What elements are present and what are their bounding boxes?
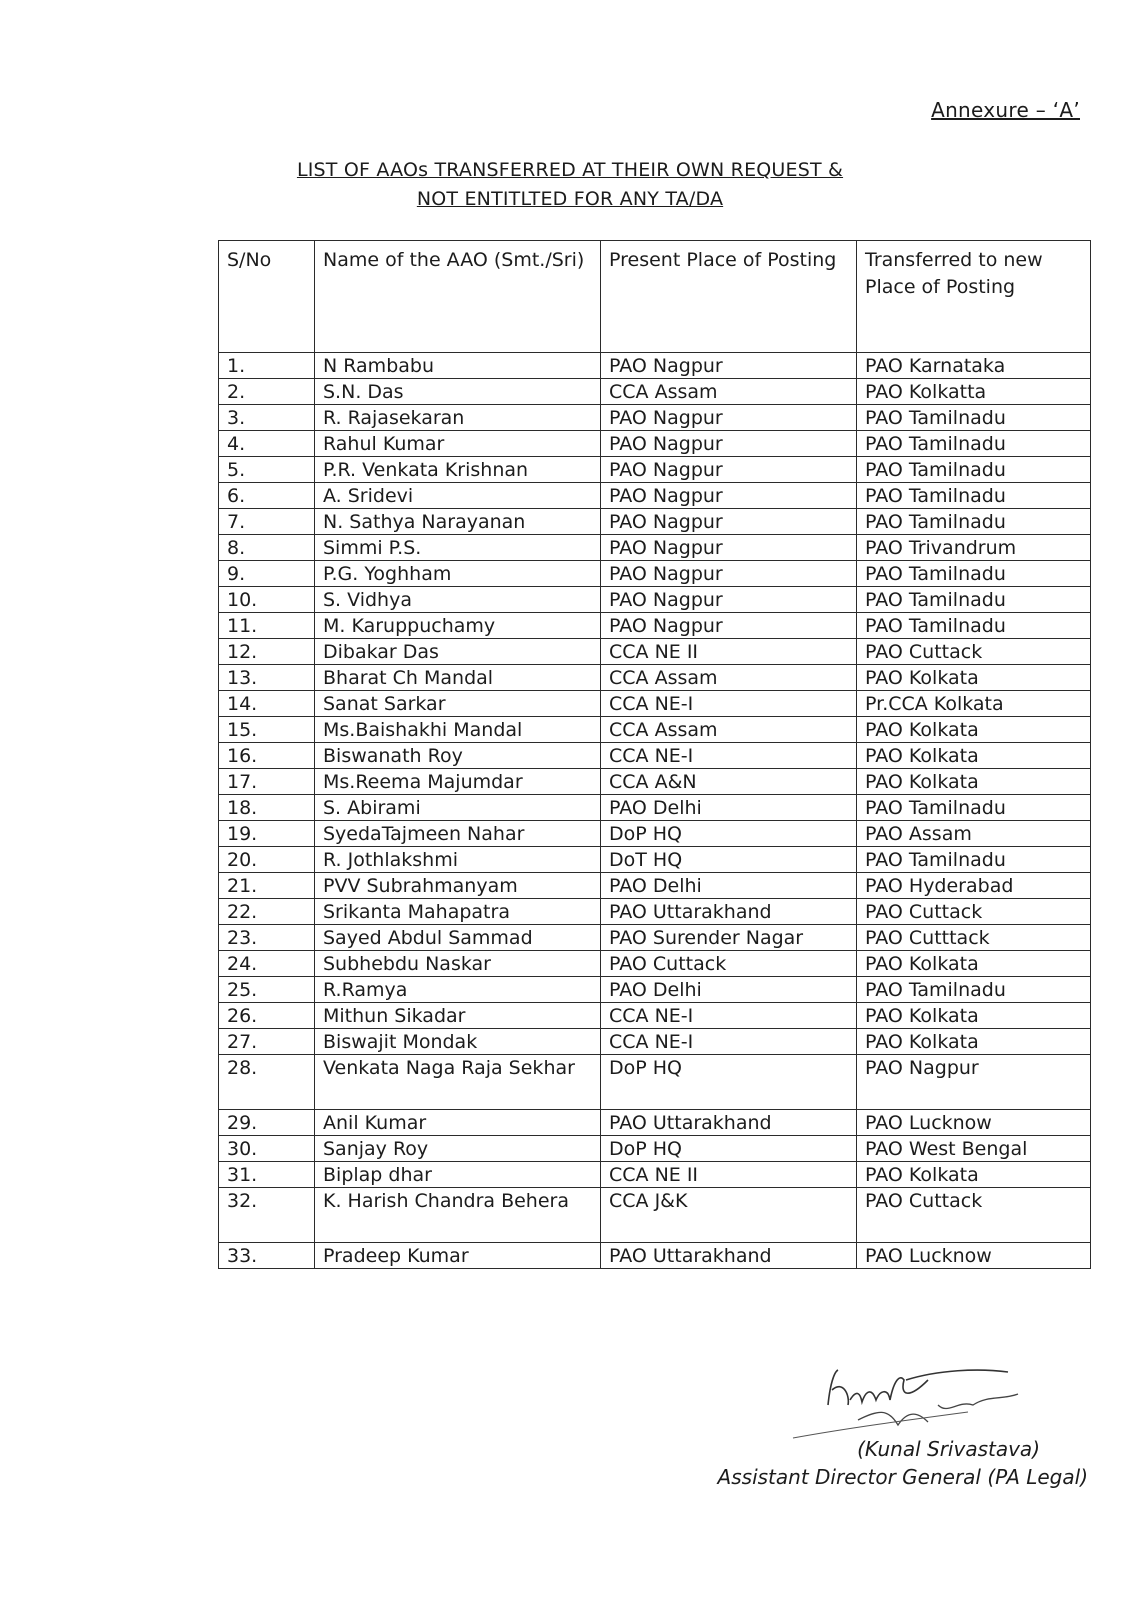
present-posting-cell: PAO Delhi bbox=[601, 977, 857, 1003]
table-row bbox=[219, 795, 1091, 821]
table-row bbox=[219, 431, 1091, 457]
name-cell: R. Rajasekaran bbox=[315, 405, 601, 431]
transferred-posting-cell: PAO West Bengal bbox=[857, 1136, 1091, 1162]
present-posting-cell: PAO Nagpur bbox=[601, 353, 857, 379]
present-posting-cell: PAO Nagpur bbox=[601, 431, 857, 457]
transferred-posting-cell: PAO Kolkata bbox=[857, 951, 1091, 977]
table-row bbox=[219, 405, 1091, 431]
sno-cell: 30. bbox=[219, 1136, 315, 1162]
present-posting-cell: PAO Nagpur bbox=[601, 561, 857, 587]
present-posting-cell: DoP HQ bbox=[601, 1055, 857, 1110]
transferred-posting-cell: Pr.CCA Kolkata bbox=[857, 691, 1091, 717]
present-posting-cell: PAO Delhi bbox=[601, 795, 857, 821]
sno-cell: 31. bbox=[219, 1162, 315, 1188]
name-cell: Anil Kumar bbox=[315, 1110, 601, 1136]
sno-cell: 27. bbox=[219, 1029, 315, 1055]
present-posting-cell: CCA A&N bbox=[601, 769, 857, 795]
transfer-table bbox=[218, 240, 1091, 1269]
sno-cell: 25. bbox=[219, 977, 315, 1003]
present-posting-cell: PAO Uttarakhand bbox=[601, 1243, 857, 1269]
handwritten-signature bbox=[788, 1350, 1028, 1440]
name-cell: N Rambabu bbox=[315, 353, 601, 379]
name-cell: Srikanta Mahapatra bbox=[315, 899, 601, 925]
header-present-posting: Present Place of Posting bbox=[601, 241, 857, 353]
table-row bbox=[219, 1029, 1091, 1055]
sno-cell: 21. bbox=[219, 873, 315, 899]
transferred-posting-cell: PAO Cuttack bbox=[857, 899, 1091, 925]
table-row bbox=[219, 899, 1091, 925]
table-row bbox=[219, 951, 1091, 977]
sno-cell: 4. bbox=[219, 431, 315, 457]
transferred-posting-cell: PAO Tamilnadu bbox=[857, 405, 1091, 431]
header-transferred-to: Transferred to new Place of Posting bbox=[857, 241, 1091, 353]
transferred-posting-cell: PAO Tamilnadu bbox=[857, 431, 1091, 457]
transferred-posting-cell: PAO Kolkata bbox=[857, 1029, 1091, 1055]
table-row bbox=[219, 977, 1091, 1003]
present-posting-cell: CCA NE II bbox=[601, 1162, 857, 1188]
sno-cell: 2. bbox=[219, 379, 315, 405]
sno-cell: 11. bbox=[219, 613, 315, 639]
name-cell: Sanjay Roy bbox=[315, 1136, 601, 1162]
name-cell: P.G. Yoghham bbox=[315, 561, 601, 587]
name-cell: M. Karuppuchamy bbox=[315, 613, 601, 639]
transferred-posting-cell: PAO Hyderabad bbox=[857, 873, 1091, 899]
transferred-posting-cell: PAO Trivandrum bbox=[857, 535, 1091, 561]
present-posting-cell: CCA NE II bbox=[601, 639, 857, 665]
transferred-posting-cell: PAO Tamilnadu bbox=[857, 509, 1091, 535]
table-row bbox=[219, 821, 1091, 847]
transferred-posting-cell: PAO Tamilnadu bbox=[857, 587, 1091, 613]
present-posting-cell: PAO Nagpur bbox=[601, 509, 857, 535]
name-cell: Subhebdu Naskar bbox=[315, 951, 601, 977]
name-cell: S. Abirami bbox=[315, 795, 601, 821]
transferred-posting-cell: PAO Kolkata bbox=[857, 1162, 1091, 1188]
transferred-posting-cell: PAO Cutttack bbox=[857, 925, 1091, 951]
transferred-posting-cell: PAO Tamilnadu bbox=[857, 847, 1091, 873]
present-posting-cell: PAO Uttarakhand bbox=[601, 1110, 857, 1136]
sno-cell: 3. bbox=[219, 405, 315, 431]
table-row bbox=[219, 457, 1091, 483]
table-row bbox=[219, 1243, 1091, 1269]
transferred-posting-cell: PAO Tamilnadu bbox=[857, 457, 1091, 483]
name-cell: Mithun Sikadar bbox=[315, 1003, 601, 1029]
sno-cell: 8. bbox=[219, 535, 315, 561]
transferred-posting-cell: PAO Kolkata bbox=[857, 1003, 1091, 1029]
sno-cell: 1. bbox=[219, 353, 315, 379]
transferred-posting-cell: PAO Kolkata bbox=[857, 743, 1091, 769]
present-posting-cell: DoP HQ bbox=[601, 1136, 857, 1162]
header-sno: S/No bbox=[219, 241, 315, 353]
table-body bbox=[219, 353, 1091, 1269]
name-cell: Sanat Sarkar bbox=[315, 691, 601, 717]
present-posting-cell: PAO Nagpur bbox=[601, 457, 857, 483]
sno-cell: 32. bbox=[219, 1188, 315, 1243]
sno-cell: 33. bbox=[219, 1243, 315, 1269]
table-row bbox=[219, 665, 1091, 691]
transferred-posting-cell: PAO Tamilnadu bbox=[857, 977, 1091, 1003]
name-cell: R. Jothlakshmi bbox=[315, 847, 601, 873]
name-cell: Pradeep Kumar bbox=[315, 1243, 601, 1269]
name-cell: K. Harish Chandra Behera bbox=[315, 1188, 601, 1243]
table-row bbox=[219, 743, 1091, 769]
transferred-posting-cell: PAO Cuttack bbox=[857, 1188, 1091, 1243]
sno-cell: 22. bbox=[219, 899, 315, 925]
name-cell: P.R. Venkata Krishnan bbox=[315, 457, 601, 483]
name-cell: Biswanath Roy bbox=[315, 743, 601, 769]
present-posting-cell: CCA NE-I bbox=[601, 1003, 857, 1029]
table-row bbox=[219, 1110, 1091, 1136]
name-cell: Sayed Abdul Sammad bbox=[315, 925, 601, 951]
table-row bbox=[219, 1188, 1091, 1243]
sno-cell: 26. bbox=[219, 1003, 315, 1029]
sno-cell: 14. bbox=[219, 691, 315, 717]
name-cell: Rahul Kumar bbox=[315, 431, 601, 457]
present-posting-cell: CCA NE-I bbox=[601, 1029, 857, 1055]
signatory-designation: Assistant Director General (PA Legal) bbox=[717, 1465, 1088, 1489]
present-posting-cell: CCA J&K bbox=[601, 1188, 857, 1243]
table-row bbox=[219, 379, 1091, 405]
table-row bbox=[219, 1136, 1091, 1162]
table-row bbox=[219, 1003, 1091, 1029]
sno-cell: 23. bbox=[219, 925, 315, 951]
sno-cell: 28. bbox=[219, 1055, 315, 1110]
table-row bbox=[219, 769, 1091, 795]
sno-cell: 24. bbox=[219, 951, 315, 977]
present-posting-cell: PAO Nagpur bbox=[601, 535, 857, 561]
transferred-posting-cell: PAO Kolkatta bbox=[857, 379, 1091, 405]
table-row bbox=[219, 483, 1091, 509]
transferred-posting-cell: PAO Nagpur bbox=[857, 1055, 1091, 1110]
name-cell: Ms.Reema Majumdar bbox=[315, 769, 601, 795]
present-posting-cell: DoP HQ bbox=[601, 821, 857, 847]
sno-cell: 9. bbox=[219, 561, 315, 587]
present-posting-cell: PAO Surender Nagar bbox=[601, 925, 857, 951]
transferred-posting-cell: PAO Cuttack bbox=[857, 639, 1091, 665]
present-posting-cell: PAO Cuttack bbox=[601, 951, 857, 977]
present-posting-cell: PAO Uttarakhand bbox=[601, 899, 857, 925]
name-cell: Ms.Baishakhi Mandal bbox=[315, 717, 601, 743]
sno-cell: 10. bbox=[219, 587, 315, 613]
table-row bbox=[219, 1055, 1091, 1110]
table-row bbox=[219, 509, 1091, 535]
table-header-row bbox=[219, 241, 1091, 353]
signatory-name: (Kunal Srivastava) bbox=[857, 1437, 1040, 1461]
transferred-posting-cell: PAO Tamilnadu bbox=[857, 483, 1091, 509]
sno-cell: 29. bbox=[219, 1110, 315, 1136]
table-row bbox=[219, 717, 1091, 743]
sno-cell: 6. bbox=[219, 483, 315, 509]
table-row bbox=[219, 561, 1091, 587]
sno-cell: 13. bbox=[219, 665, 315, 691]
signature-block bbox=[608, 1350, 1088, 1500]
transferred-posting-cell: PAO Tamilnadu bbox=[857, 613, 1091, 639]
name-cell: R.Ramya bbox=[315, 977, 601, 1003]
present-posting-cell: CCA Assam bbox=[601, 379, 857, 405]
table-row bbox=[219, 925, 1091, 951]
transferred-posting-cell: PAO Lucknow bbox=[857, 1110, 1091, 1136]
table-row bbox=[219, 587, 1091, 613]
name-cell: S.N. Das bbox=[315, 379, 601, 405]
title-line-2: NOT ENTITLTED FOR ANY TA/DA bbox=[416, 188, 724, 210]
table-row bbox=[219, 1162, 1091, 1188]
table-row bbox=[219, 613, 1091, 639]
table-row bbox=[219, 847, 1091, 873]
sno-cell: 12. bbox=[219, 639, 315, 665]
present-posting-cell: CCA Assam bbox=[601, 717, 857, 743]
transferred-posting-cell: PAO Lucknow bbox=[857, 1243, 1091, 1269]
name-cell: SyedaTajmeen Nahar bbox=[315, 821, 601, 847]
present-posting-cell: DoT HQ bbox=[601, 847, 857, 873]
title-line-1: LIST OF AAOs TRANSFERRED AT THEIR OWN REQUEST & bbox=[296, 159, 844, 181]
table-row bbox=[219, 353, 1091, 379]
present-posting-cell: PAO Nagpur bbox=[601, 483, 857, 509]
present-posting-cell: CCA Assam bbox=[601, 665, 857, 691]
transferred-posting-cell: PAO Tamilnadu bbox=[857, 795, 1091, 821]
name-cell: N. Sathya Narayanan bbox=[315, 509, 601, 535]
present-posting-cell: PAO Nagpur bbox=[601, 587, 857, 613]
transferred-posting-cell: PAO Tamilnadu bbox=[857, 561, 1091, 587]
sno-cell: 18. bbox=[219, 795, 315, 821]
transferred-posting-cell: PAO Kolkata bbox=[857, 717, 1091, 743]
transferred-posting-cell: PAO Kolkata bbox=[857, 665, 1091, 691]
sno-cell: 7. bbox=[219, 509, 315, 535]
present-posting-cell: PAO Nagpur bbox=[601, 613, 857, 639]
sno-cell: 5. bbox=[219, 457, 315, 483]
sno-cell: 15. bbox=[219, 717, 315, 743]
name-cell: PVV Subrahmanyam bbox=[315, 873, 601, 899]
sno-cell: 20. bbox=[219, 847, 315, 873]
annexure-label: Annexure – ‘A’ bbox=[931, 98, 1080, 122]
document-title bbox=[200, 156, 940, 214]
transfer-table-container bbox=[218, 240, 1090, 1269]
sno-cell: 19. bbox=[219, 821, 315, 847]
name-cell: Biswajit Mondak bbox=[315, 1029, 601, 1055]
present-posting-cell: PAO Delhi bbox=[601, 873, 857, 899]
name-cell: Bharat Ch Mandal bbox=[315, 665, 601, 691]
header-name: Name of the AAO (Smt./Sri) bbox=[315, 241, 601, 353]
table-row bbox=[219, 691, 1091, 717]
present-posting-cell: CCA NE-I bbox=[601, 691, 857, 717]
transferred-posting-cell: PAO Assam bbox=[857, 821, 1091, 847]
name-cell: Dibakar Das bbox=[315, 639, 601, 665]
sno-cell: 16. bbox=[219, 743, 315, 769]
transferred-posting-cell: PAO Karnataka bbox=[857, 353, 1091, 379]
name-cell: S. Vidhya bbox=[315, 587, 601, 613]
table-row bbox=[219, 639, 1091, 665]
name-cell: Venkata Naga Raja Sekhar bbox=[315, 1055, 601, 1110]
table-row bbox=[219, 535, 1091, 561]
name-cell: A. Sridevi bbox=[315, 483, 601, 509]
present-posting-cell: PAO Nagpur bbox=[601, 405, 857, 431]
present-posting-cell: CCA NE-I bbox=[601, 743, 857, 769]
transferred-posting-cell: PAO Kolkata bbox=[857, 769, 1091, 795]
table-row bbox=[219, 873, 1091, 899]
name-cell: Biplap dhar bbox=[315, 1162, 601, 1188]
sno-cell: 17. bbox=[219, 769, 315, 795]
name-cell: Simmi P.S. bbox=[315, 535, 601, 561]
